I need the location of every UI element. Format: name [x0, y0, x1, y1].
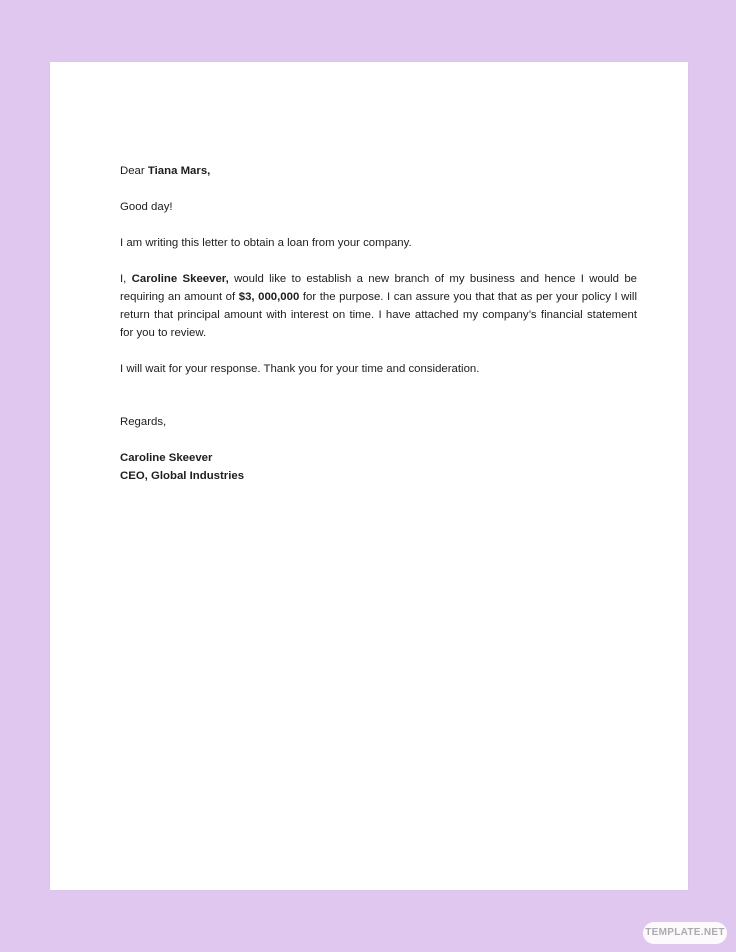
signature-title: CEO, Global Industries	[120, 470, 245, 482]
body-text-2: for the purpose. I can assure you that that as per your policy I will return that principal amount with interest on time. I have attached my company’s financial statement for you to review.	[120, 291, 637, 339]
body-prefix: I,	[120, 273, 132, 285]
closing-paragraph: I will wait for your response. Thank you for your time and consideration.	[120, 363, 480, 375]
intro-paragraph: I am writing this letter to obtain a loan from your company.	[120, 237, 412, 249]
loan-amount: $3, 000,000	[238, 291, 300, 303]
greeting-line: Good day!	[120, 201, 173, 213]
body-paragraph	[120, 270, 637, 342]
salutation-line	[120, 162, 637, 180]
recipient-name: Tiana Mars,	[147, 165, 211, 177]
body-text-1: would like to establish a new branch of my business and hence I would be requiring an amount of	[120, 273, 637, 303]
salutation-prefix: Dear	[120, 165, 148, 177]
letter-content	[120, 162, 637, 485]
body-name: Caroline Skeever,	[131, 273, 229, 285]
regards-line: Regards,	[120, 416, 167, 428]
signature-name: Caroline Skeever	[120, 452, 213, 464]
letter-page	[50, 62, 688, 890]
watermark-badge: TEMPLATE.NET	[643, 922, 727, 944]
